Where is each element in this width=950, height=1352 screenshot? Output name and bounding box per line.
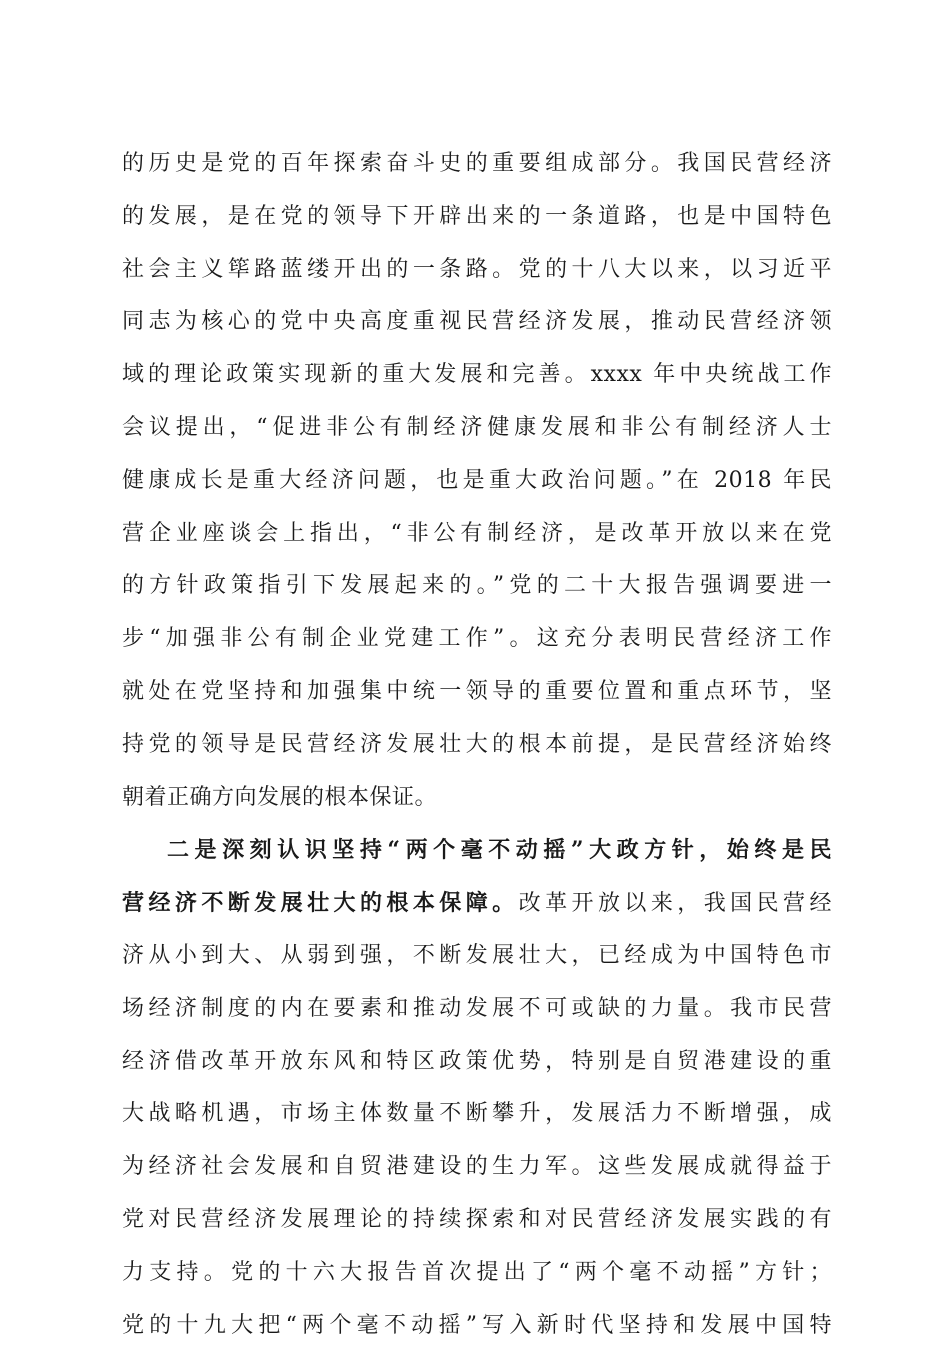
text-line-rest: 改革开放以来，我国民营经 xyxy=(518,891,832,917)
text-line: 大战略机遇，市场主体数量不断攀升，发展活力不断增强，成 xyxy=(122,1101,832,1127)
text-line: 持党的领导是民营经济发展壮大的根本前提，是民营经济始终 xyxy=(122,731,832,757)
text-line xyxy=(122,877,832,930)
paragraph-1 xyxy=(122,138,832,824)
text-line: 济从小到大、从弱到强，不断发展壮大，已经成为中国特色市 xyxy=(122,942,832,968)
text-line: 的方针政策指引下发展起来的。”党的二十大报告强调要进一 xyxy=(122,573,832,599)
text-line: 力支持。党的十六大报告首次提出了“两个毫不动摇”方针； xyxy=(122,1259,832,1285)
text-line: 朝着正确方向发展的根本保证。 xyxy=(122,784,438,810)
text-line: 会议提出，“促进非公有制经济健康发展和非公有制经济人士 xyxy=(122,414,832,440)
text-line: 党对民营经济发展理论的持续探索和对民营经济发展实践的有 xyxy=(122,1206,832,1232)
text-line: 经济借改革开放东风和特区政策优势，特别是自贸港建设的重 xyxy=(122,1048,832,1074)
text-line: 社会主义筚路蓝缕开出的一条路。党的十八大以来，以习近平 xyxy=(122,256,832,282)
body-text xyxy=(122,138,832,1352)
text-line: 域的理论政策实现新的重大发展和完善。xxxx 年中央统战工作 xyxy=(122,362,832,388)
text-line: 的历史是党的百年探索奋斗史的重要组成部分。我国民营经济 xyxy=(122,151,832,176)
text-line: 就处在党坚持和加强集中统一领导的重要位置和重点环节，坚 xyxy=(122,678,832,704)
text-line: 党的十九大把“两个毫不动摇”写入新时代坚持和发展中国特 xyxy=(122,1312,832,1338)
paragraph-2 xyxy=(122,824,832,1352)
text-line: 为经济社会发展和自贸港建设的生力军。这些发展成就得益于 xyxy=(122,1154,832,1180)
text-line: 的发展，是在党的领导下开辟出来的一条道路，也是中国特色 xyxy=(122,203,832,229)
text-line: 营企业座谈会上指出，“非公有制经济，是改革开放以来在党 xyxy=(122,520,832,546)
text-line: 同志为核心的党中央高度重视民营经济发展，推动民营经济领 xyxy=(122,309,832,335)
text-line: 步“加强非公有制企业党建工作”。这充分表明民营经济工作 xyxy=(122,626,832,652)
text-line: 场经济制度的内在要素和推动发展不可或缺的力量。我市民营 xyxy=(122,995,832,1021)
section-heading-continued: 营经济不断发展壮大的根本保障。 xyxy=(122,890,519,917)
text-line: 健康成长是重大经济问题，也是重大政治问题。”在 2018 年民 xyxy=(122,467,832,493)
section-heading: 二是深刻认识坚持“两个毫不动摇”大政方针，始终是民 xyxy=(167,837,832,864)
